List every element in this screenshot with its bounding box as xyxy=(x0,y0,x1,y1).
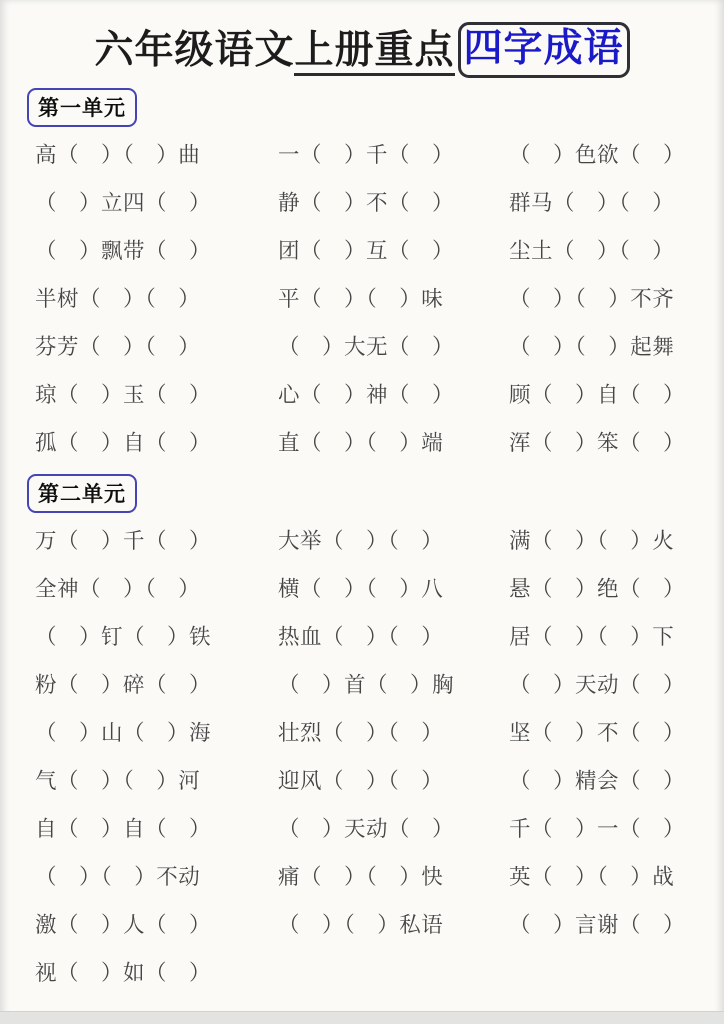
page-bottom-edge xyxy=(0,1011,724,1024)
idiom-cell: 坚（ ）不（ ） xyxy=(509,720,686,745)
idiom-cell: （ ）飘带（ ） xyxy=(35,238,212,263)
idiom-cell: 悬（ ）绝（ ） xyxy=(509,576,686,601)
section-1-label: 第一单元 xyxy=(27,88,137,127)
section-2-idiom-grid xyxy=(0,515,724,995)
idiom-cell: 半树（ ）（ ） xyxy=(35,286,201,311)
idiom-cell: 粉（ ）碎（ ） xyxy=(35,672,212,697)
idiom-cell: （ ）精会（ ） xyxy=(509,768,686,793)
idiom-cell: 全神（ ）（ ） xyxy=(35,576,201,601)
title-prefix-text: 六年级语文 xyxy=(94,29,295,72)
idiom-cell: 浑（ ）笨（ ） xyxy=(509,430,686,455)
idiom-cell: 尘土（ ）（ ） xyxy=(509,238,675,263)
idiom-cell: （ ）（ ）不动 xyxy=(35,864,201,889)
idiom-cell: 平（ ）（ ）味 xyxy=(278,286,444,311)
idiom-cell: （ ）天动（ ） xyxy=(278,816,455,841)
idiom-cell: （ ）（ ）不齐 xyxy=(509,286,675,311)
idiom-cell: 横（ ）（ ）八 xyxy=(278,576,444,601)
title-boxed-text: 四字成语 xyxy=(463,27,624,70)
idiom-cell: 大举（ ）（ ） xyxy=(278,528,444,553)
idiom-cell: （ ）山（ ）海 xyxy=(35,720,212,745)
idiom-cell: 气（ ）（ ）河 xyxy=(35,768,201,793)
idiom-cell: 迎风（ ）（ ） xyxy=(278,768,444,793)
idiom-cell: 芬芳（ ）（ ） xyxy=(35,334,201,359)
idiom-cell: 群马（ ）（ ） xyxy=(509,190,675,215)
title-underlined-text: 上册重点 xyxy=(294,29,454,76)
title-highlight-box xyxy=(458,22,630,78)
idiom-cell: 居（ ）（ ）下 xyxy=(509,624,675,649)
idiom-cell: 视（ ）如（ ） xyxy=(35,960,212,985)
idiom-cell: 团（ ）互（ ） xyxy=(278,238,455,263)
idiom-cell: 万（ ）千（ ） xyxy=(35,528,212,553)
idiom-cell: （ ）（ ）起舞 xyxy=(509,334,675,359)
idiom-cell: （ ）首（ ）胸 xyxy=(278,672,455,697)
idiom-cell: 高（ ）（ ）曲 xyxy=(35,142,201,167)
idiom-cell: （ ）言谢（ ） xyxy=(509,912,686,937)
idiom-cell: 痛（ ）（ ）快 xyxy=(278,864,444,889)
idiom-cell: 自（ ）自（ ） xyxy=(35,816,212,841)
idiom-cell: 琼（ ）玉（ ） xyxy=(35,382,212,407)
idiom-cell: 顾（ ）自（ ） xyxy=(509,382,686,407)
idiom-cell: 激（ ）人（ ） xyxy=(35,912,212,937)
idiom-cell: （ ）天动（ ） xyxy=(509,672,686,697)
idiom-cell: （ ）色欲（ ） xyxy=(509,142,686,167)
idiom-cell: 心（ ）神（ ） xyxy=(278,382,455,407)
idiom-cell: 壮烈（ ）（ ） xyxy=(278,720,444,745)
idiom-cell: 一（ ）千（ ） xyxy=(278,142,455,167)
idiom-cell: 直（ ）（ ）端 xyxy=(278,430,444,455)
idiom-cell: 热血（ ）（ ） xyxy=(278,624,444,649)
section-2-label: 第二单元 xyxy=(27,474,137,513)
idiom-cell: 静（ ）不（ ） xyxy=(278,190,455,215)
idiom-cell: 千（ ）一（ ） xyxy=(509,816,686,841)
idiom-cell: 满（ ）（ ）火 xyxy=(509,528,675,553)
idiom-cell: （ ）钉（ ）铁 xyxy=(35,624,212,649)
idiom-cell: （ ）大无（ ） xyxy=(278,334,455,359)
idiom-cell: （ ）立四（ ） xyxy=(35,190,212,215)
page-title xyxy=(0,22,724,79)
idiom-cell: 英（ ）（ ）战 xyxy=(509,864,675,889)
section-1-idiom-grid xyxy=(0,129,724,465)
idiom-cell: （ ）（ ）私语 xyxy=(278,912,444,937)
idiom-cell: 孤（ ）自（ ） xyxy=(35,430,212,455)
